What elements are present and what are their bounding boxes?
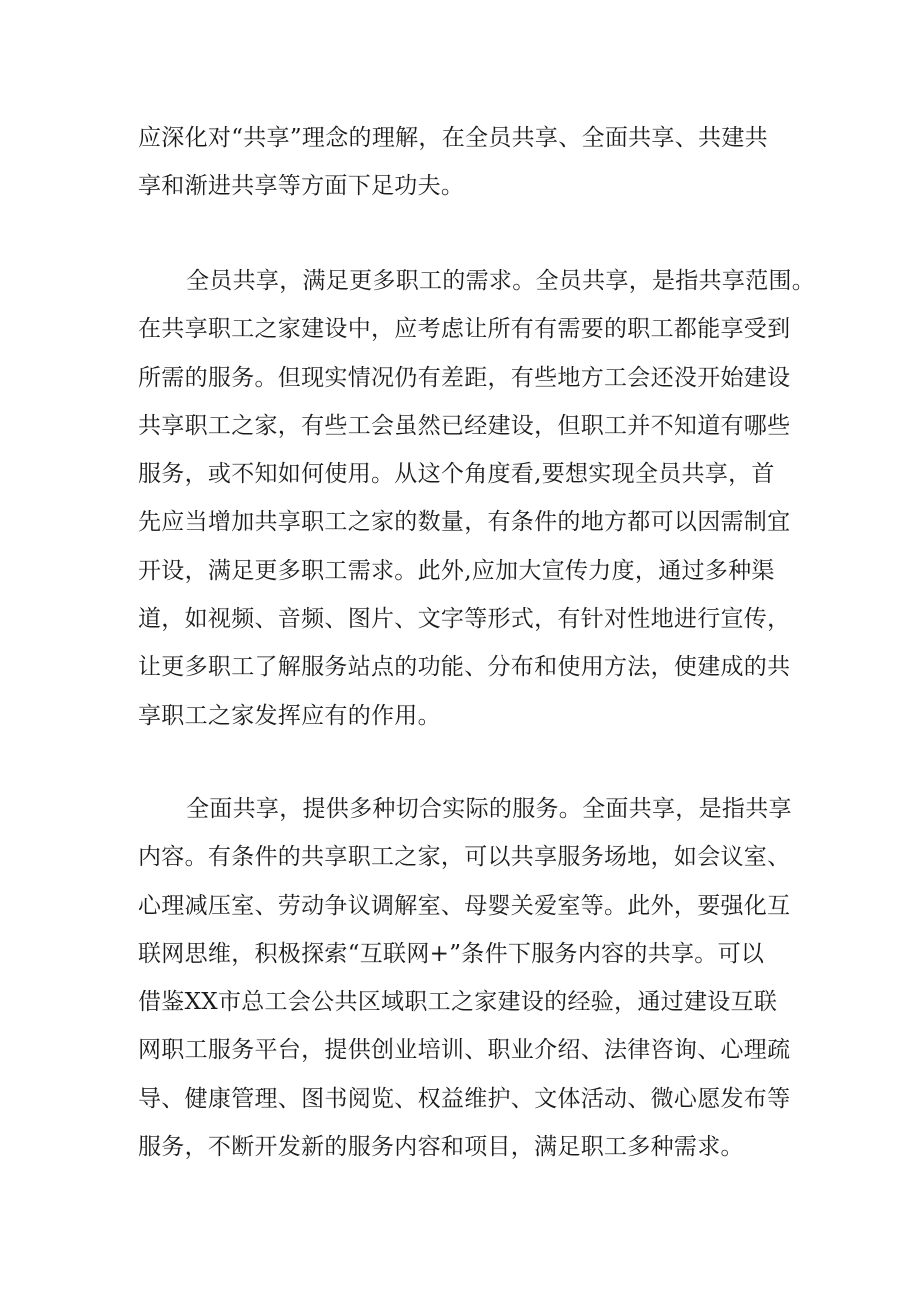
text-line: 心理减压室、劳动争议调解室、母婴关爱室等。此外，要强化互 bbox=[138, 892, 791, 919]
text-line: 先应当增加共享职工之家的数量，有条件的地方都可以因需制宜 bbox=[138, 509, 791, 536]
text-line: 应深化对“共享”理念的理解，在全员共享、全面共享、共建共 bbox=[138, 125, 768, 151]
text-line: 道，如视频、音频、图片、文字等形式，有针对性地进行宣传， bbox=[138, 606, 791, 633]
paragraph-full-staff-sharing bbox=[138, 257, 816, 740]
text-line: 导、健康管理、图书阅览、权益维护、文体活动、微心愿发布等 bbox=[138, 1085, 791, 1112]
text-line: 共享职工之家，有些工会虽然已经建设，但职工并不知道有哪些 bbox=[138, 412, 791, 439]
text-line: 所需的服务。但现实情况仍有差距，有些地方工会还没开始建设 bbox=[138, 364, 791, 391]
text-line: 内容。有条件的共享职工之家，可以共享服务场地，如会议室、 bbox=[138, 844, 791, 871]
text-line: 全面共享，提供多种切合实际的服务。全面共享，是指共享 bbox=[186, 796, 792, 822]
text-line: 服务，不断开发新的服务内容和项目，满足职工多种需求。 bbox=[138, 1134, 744, 1161]
text-line: 开设，满足更多职工需求。此外,应加大宣传力度，通过多种渠 bbox=[138, 557, 775, 584]
paragraph-comprehensive-sharing bbox=[138, 785, 798, 1171]
text-line: 全员共享，满足更多职工的需求。全员共享，是指共享范围。 bbox=[186, 268, 816, 294]
text-line: 享职工之家发挥应有的作用。 bbox=[138, 702, 441, 729]
text-line: 网职工服务平台，提供创业培训、职业介绍、法律咨询、心理疏 bbox=[138, 1037, 791, 1064]
text-line: 服务，或不知如何使用。从这个角度看,要想实现全员共享，首 bbox=[138, 461, 775, 488]
text-line: 在共享职工之家建设中，应考虑让所有有需要的职工都能享受到 bbox=[138, 316, 791, 343]
text-line: 让更多职工了解服务站点的功能、分布和使用方法，使建成的共 bbox=[138, 654, 791, 681]
paragraph-intro-continuation bbox=[138, 114, 798, 211]
text-line: 借鉴XX市总工会公共区域职工之家建设的经验，通过建设互联 bbox=[138, 989, 778, 1016]
text-line: 联网思维，积极探索“互联网+”条件下服务内容的共享。可以 bbox=[138, 940, 765, 967]
text-line: 享和渐进共享等方面下足功夫。 bbox=[138, 173, 465, 200]
